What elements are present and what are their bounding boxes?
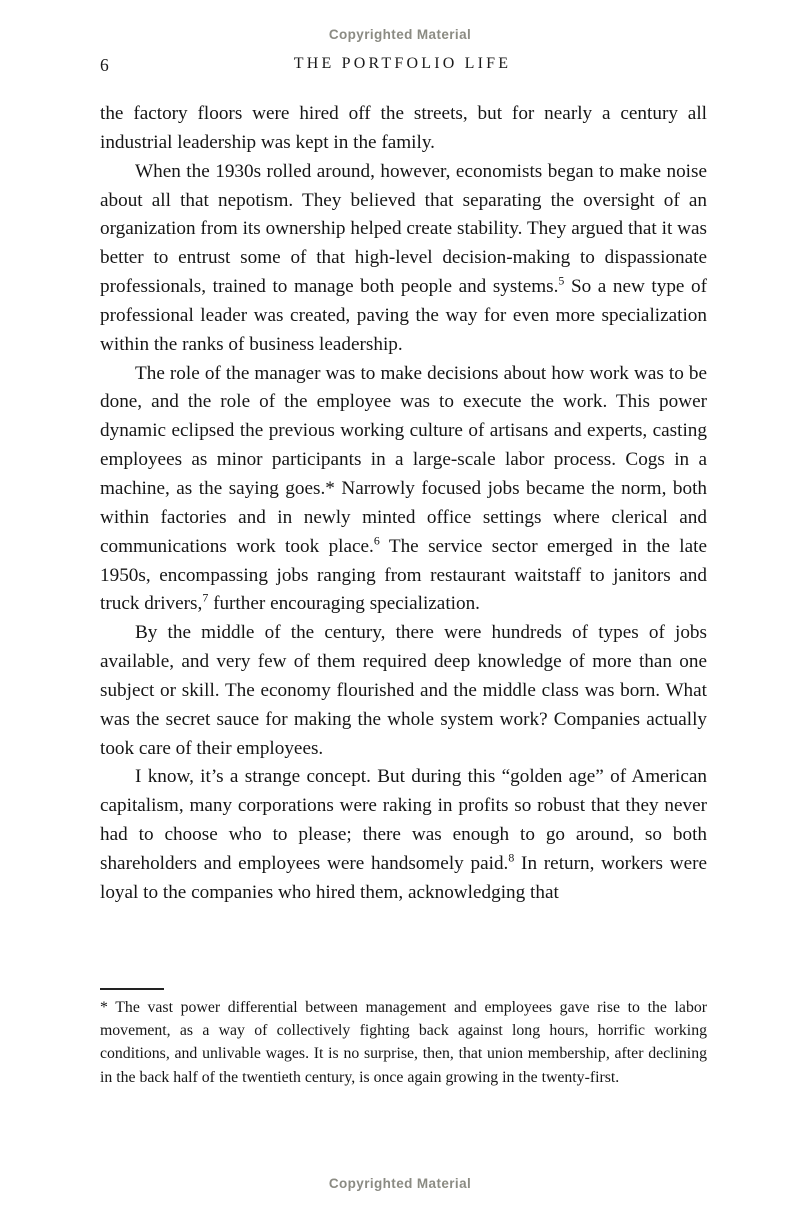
body-text [100,100,707,908]
copyright-notice-top: Copyrighted Material [328,27,472,42]
paragraph-text: I know, it’s a strange concept. But during this “golden age” of American capitalism, many corporations were raking in profits so robust that they never had to choose who to please; there was enough to go around, so both shareholders and employees were handsomely paid. [100,766,707,874]
footnote-ref-8: 8 [508,850,515,865]
paragraph-text: The service sector emerged in the late 1950s, encompassing jobs ranging from restaurant waitstaff to janitors and truck drivers, [100,535,707,615]
running-head-title: THE PORTFOLIO LIFE [293,55,512,72]
page-header [100,55,705,77]
footnote-ref-5: 5 [558,273,565,288]
page-number: 6 [100,55,109,75]
paragraph-text: By the middle of the century, there were hundreds of types of jobs available, and very few of them required deep knowledge of more than one subject or skill. The economy flourished and the middle class was born. What was the secret sauce for making the whole system work? Companies actually took care of their employees. [100,622,707,759]
paragraph-text: When the 1930s rolled around, however, economists began to make noise about all that nepotism. They believed that separating the oversight of an organization from its ownership helped create stability. They argued that it was better to entrust some of that high-level decision-making to dispassionate professionals, trained to manage both people and systems. [100,160,707,298]
footnote-ref-6: 6 [373,533,380,548]
paragraph [100,619,707,763]
footnote-body: The vast power differential between management and employees gave rise to the labor movement, as a way of collectively fighting back against long hours, horrific working conditions, and unlivable wages. It is no surprise, then, that union membership, after declining in the back half of the twentieth century, is once again growing in the twenty-first. [100,999,707,1086]
paragraph-text: The role of the manager was to make decisions about how work was to be done, and the role of the employee was to execute the work. This power dynamic eclipsed the previous working culture of artisans and experts, casting employees as minor participants in a large-scale labor process. Cogs in a machine, as the saying goes.* Narrowly focused jobs became the norm, both within factories and in newly minted office settings where clerical and communications work took place. [100,362,707,557]
footnote-rule [100,988,164,990]
paragraph-text: So a new type of professional leader was created, paving the way for even more specialization within the ranks of business leadership. [100,276,707,355]
paragraph [100,763,707,907]
paragraph [100,360,707,620]
footnote-ref-7: 7 [202,590,209,605]
footnote-marker: * [100,999,116,1016]
copyright-notice-bottom: Copyrighted Material [328,1176,472,1191]
paragraph [100,100,707,158]
paragraph [100,158,707,360]
paragraph-text: the factory floors were hired off the streets, but for nearly a century all industrial leadership was kept in the family. [100,103,707,153]
paragraph-text: further encouraging specialization. [208,593,480,615]
footnote-text [100,996,707,1089]
paragraph-text: In return, workers were loyal to the companies who hired them, acknowledging that [100,852,707,903]
